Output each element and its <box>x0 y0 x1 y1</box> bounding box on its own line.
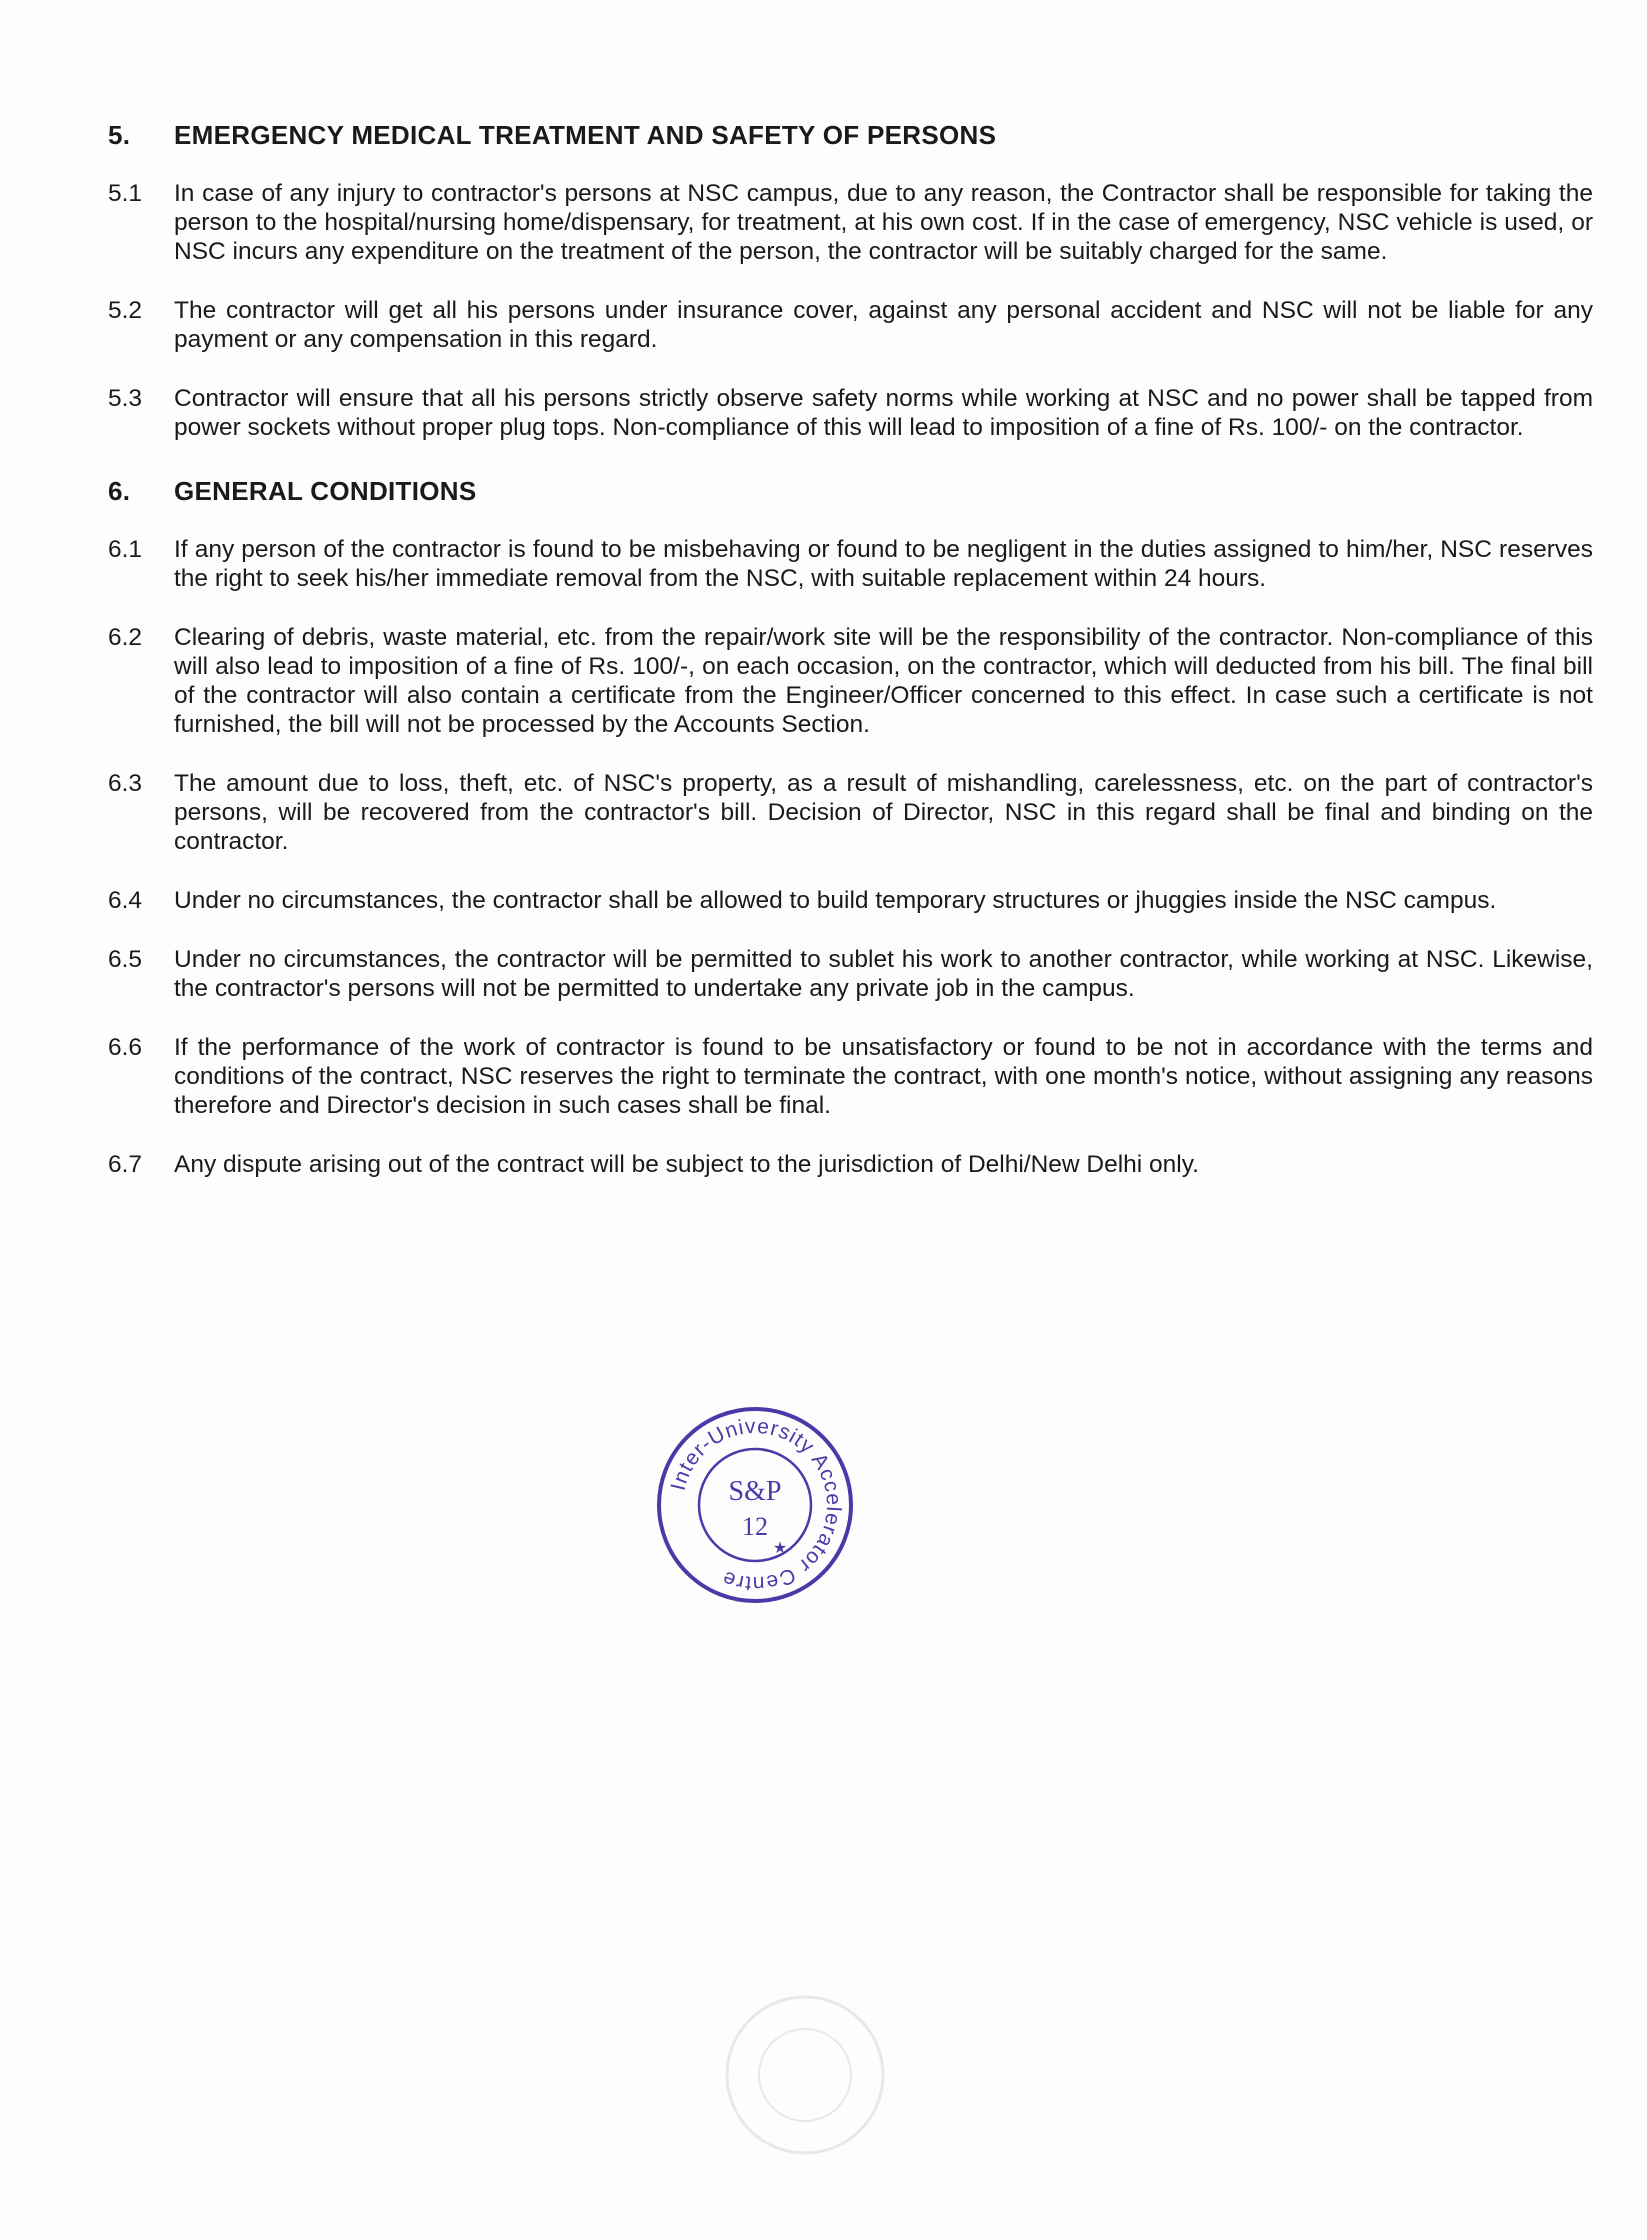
clause-text: Under no circumstances, the contractor shall be allowed to build temporary structures or jhuggies inside the NSC campus. <box>174 887 1497 914</box>
official-stamp <box>650 1400 860 1610</box>
clause-text: If the performance of the work of contractor is found to be unsatisfactory or found to be not in accordance with the terms and conditions of the contract, NSC reserves the right to terminate the contract, with one month's notice, without assigning any reasons therefore and Director's decision in such cases shall be final. <box>174 1034 1593 1119</box>
star-icon: ★ <box>772 1538 788 1557</box>
clause-number: 6.1 <box>108 536 143 563</box>
clause-text: If any person of the contractor is found to be misbehaving or found to be negligent in the duties assigned to him/her, NSC reserves the right to seek his/her immediate removal from the NSC, with suitable replacement within 24 hours. <box>174 536 1593 592</box>
section-6-heading <box>108 476 1593 507</box>
clause-text: In case of any injury to contractor's persons at NSC campus, due to any reason, the Contractor shall be responsible for taking the person to the hospital/nursing home/dispensary, for treatment, at his own cost. If in the case of emergency, NSC vehicle is used, or NSC incurs any expenditure on the treatment of the person, the contractor will be suitably charged for the same. <box>174 180 1593 265</box>
clause-number: 6.6 <box>108 1034 143 1061</box>
clause-text: Any dispute arising out of the contract will be subject to the jurisdiction of Delhi/New Delhi only. <box>174 1151 1199 1178</box>
stamp-seal-icon <box>650 1400 860 1610</box>
clause-6-1 <box>108 535 1593 593</box>
clause-6-3 <box>108 769 1593 856</box>
clause-number: 6.5 <box>108 946 143 973</box>
clause-number: 6.3 <box>108 770 143 797</box>
clause-5-1 <box>108 179 1593 266</box>
clause-text: The amount due to loss, theft, etc. of NSC's property, as a result of mishandling, carelessness, etc. on the part of contractor's persons, will be recovered from the contractor's bill. Decision of Director, NSC in this regard shall be final and binding on the contractor. <box>174 770 1593 855</box>
clause-5-2 <box>108 296 1593 354</box>
clause-6-4 <box>108 886 1593 915</box>
clause-number: 6.2 <box>108 624 143 651</box>
section-5-heading <box>108 120 1593 151</box>
clause-number: 5.1 <box>108 180 143 207</box>
section-5-number: 5. <box>108 120 131 150</box>
faint-stamp-show-through <box>720 1990 890 2160</box>
stamp-center-top: S&P <box>728 1476 782 1507</box>
clause-number: 6.7 <box>108 1151 143 1178</box>
clause-number: 6.4 <box>108 887 143 914</box>
clause-6-5 <box>108 945 1593 1003</box>
clause-6-7 <box>108 1150 1593 1179</box>
faint-seal-icon <box>720 1990 890 2160</box>
clause-text: The contractor will get all his persons under insurance cover, against any personal accident and NSC will not be liable for any payment or any compensation in this regard. <box>174 297 1593 353</box>
clause-text: Contractor will ensure that all his persons strictly observe safety norms while working at NSC and no power shall be tapped from power sockets without proper plug tops. Non-compliance of this will lead to imposition of a fine of Rs. 100/- on the contractor. <box>174 385 1593 441</box>
clause-5-3 <box>108 384 1593 442</box>
section-6-title: GENERAL CONDITIONS <box>174 476 477 506</box>
section-6-number: 6. <box>108 476 131 506</box>
clause-6-2 <box>108 623 1593 739</box>
clause-number: 5.3 <box>108 385 143 412</box>
section-5-title: EMERGENCY MEDICAL TREATMENT AND SAFETY OF PERSONS <box>174 120 997 150</box>
stamp-center-bottom: 12 <box>742 1512 768 1541</box>
clause-number: 5.2 <box>108 297 143 324</box>
clause-text: Clearing of debris, waste material, etc. from the repair/work site will be the responsibility of the contractor. Non-compliance of this will also lead to imposition of a fine of Rs. 100/-, on each occasion, on the contractor, which will deducted from his bill. The final bill of the contractor will also contain a certificate from the Engineer/Officer concerned to this effect. In case such a certificate is not furnished, the bill will not be processed by the Accounts Section. <box>174 624 1593 738</box>
clause-6-6 <box>108 1033 1593 1120</box>
stamp-ring-text: Inter-University Accelerator Centre <box>666 1414 846 1596</box>
clause-text: Under no circumstances, the contractor will be permitted to sublet his work to another contractor, while working at NSC. Likewise, the contractor's persons will not be permitted to undertake any private job in the campus. <box>174 946 1593 1002</box>
document-content <box>108 120 1593 1209</box>
